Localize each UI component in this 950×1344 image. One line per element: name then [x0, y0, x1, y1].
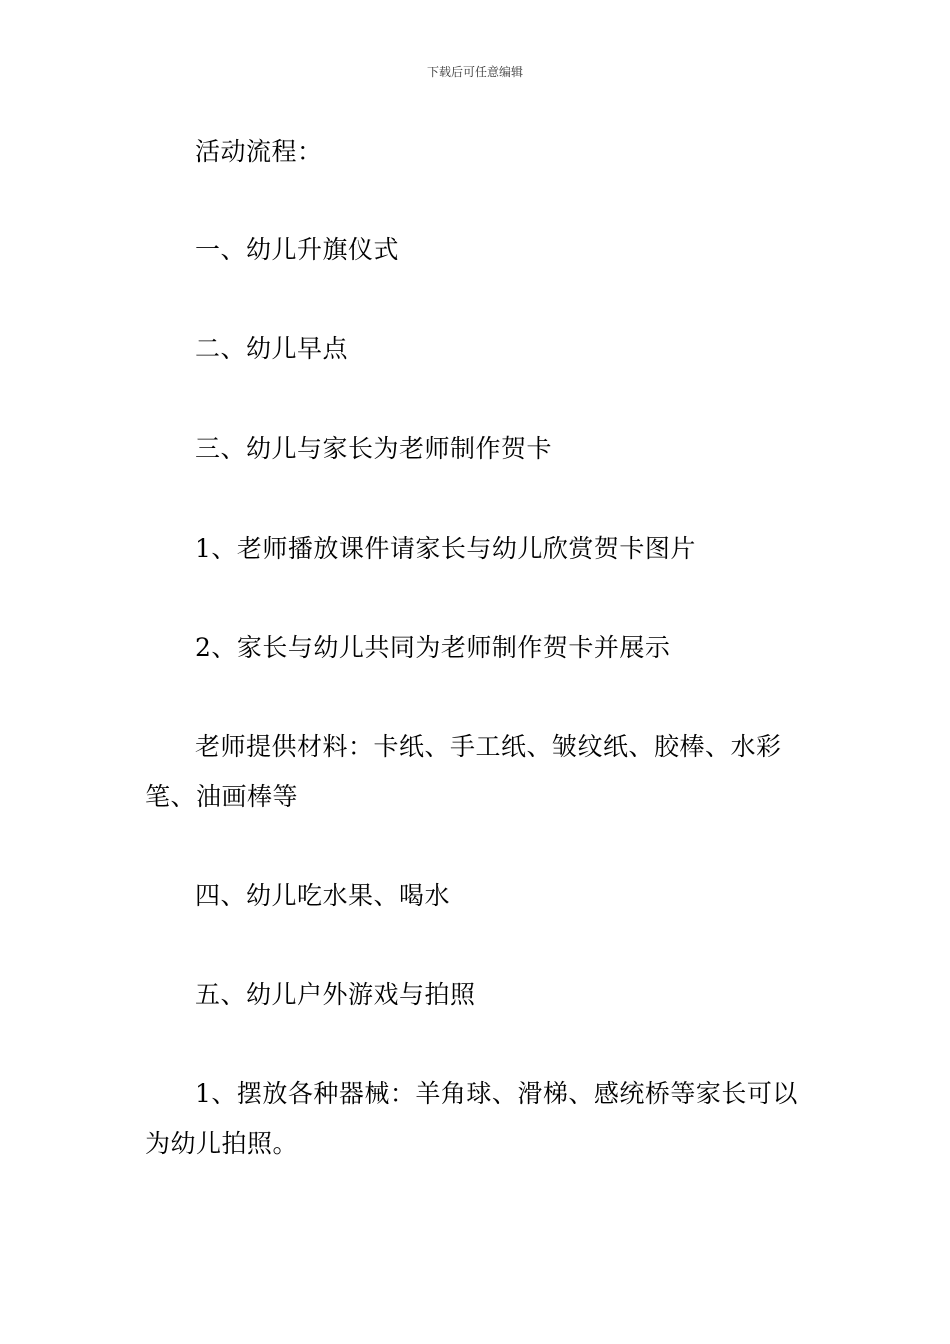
paragraph-outdoor-games: 五、幼儿户外游戏与拍照: [195, 980, 476, 1009]
paragraph-materials: 老师提供材料：卡纸、手工纸、皱纹纸、胶棒、水彩笔、油画棒等: [145, 732, 782, 811]
paragraph-view-card-pictures: 1、老师播放课件请家长与幼儿欣赏贺卡图片: [195, 534, 696, 563]
page-header: 下载后可任意编辑: [426, 65, 523, 79]
paragraph-fruit-water: 四、幼儿吃水果、喝水: [195, 881, 451, 910]
paragraph-equipment-photos: 1、摆放各种器械：羊角球、滑梯、感统桥等家长可以为幼儿拍照。: [145, 1079, 798, 1158]
paragraph-flag-ceremony: 一、幼儿升旗仪式: [195, 235, 400, 264]
paragraph-activity-process: 活动流程：: [195, 137, 323, 166]
paragraph-make-and-show-cards: 2、家长与幼儿共同为老师制作贺卡并展示: [195, 633, 671, 662]
paragraph-make-cards: 三、幼儿与家长为老师制作贺卡: [195, 434, 553, 463]
paragraph-breakfast: 二、幼儿早点: [195, 334, 349, 363]
